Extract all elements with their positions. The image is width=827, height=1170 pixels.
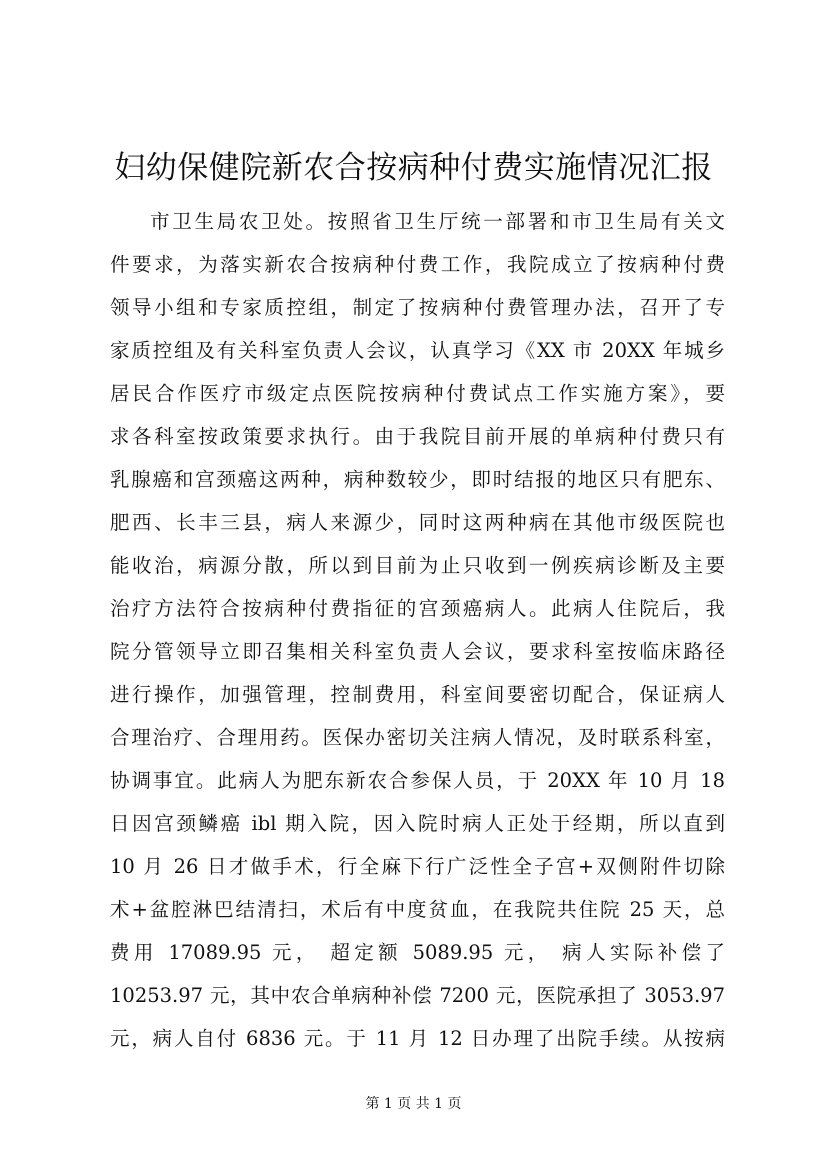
paragraph-line: 合理治疗、合理用药。医保办密切关注病人情况，及时联系科室，: [110, 726, 725, 749]
paragraph-line: 乳腺癌和宫颈癌这两种，病种数较少，即时结报的地区只有肥东、: [110, 468, 725, 491]
paragraph-line: 能收治，病源分散，所以到目前为止只收到一例疾病诊断及主要: [110, 554, 725, 577]
paragraph-line: 治疗方法符合按病种付费指征的宫颈癌病人。此病人住院后，我: [110, 597, 725, 620]
document-body: [110, 200, 725, 1060]
paragraph-line: 院分管领导立即召集相关科室负责人会议，要求科室按临床路径: [110, 640, 725, 663]
paragraph-line: 件要求，为落实新农合按病种付费工作，我院成立了按病种付费: [110, 253, 725, 276]
paragraph-line: 家质控组及有关科室负责人会议，认真学习《XX 市 20XX 年城乡: [110, 339, 725, 362]
paragraph-line: 日因宫颈鳞癌 ibl 期入院，因入院时病人正处于经期，所以直到: [110, 812, 725, 835]
paragraph-line: 肥西、长丰三县，病人来源少，同时这两种病在其他市级医院也: [110, 511, 725, 534]
paragraph-line: 进行操作，加强管理，控制费用，科室间要密切配合，保证病人: [110, 683, 725, 706]
paragraph-line: 术+盆腔淋巴结清扫，术后有中度贫血，在我院共住院 25 天，总: [110, 898, 725, 921]
paragraph-line: 求各科室按政策要求执行。由于我院目前开展的单病种付费只有: [110, 425, 725, 448]
paragraph-line: 协调事宜。此病人为肥东新农合参保人员，于 20XX 年 10 月 18: [110, 769, 725, 792]
page-footer: 第 1 页 共 1 页: [365, 1096, 462, 1112]
paragraph-line: 10253.97 元，其中农合单病种补偿 7200 元，医院承担了 3053.97: [110, 984, 725, 1007]
paragraph-line: 10 月 26 日才做手术，行全麻下行广泛性全子宫+双侧附件切除: [110, 855, 725, 878]
paragraph-line: 居民合作医疗市级定点医院按病种付费试点工作实施方案》，要: [110, 382, 725, 405]
paragraph-line: 元，病人自付 6836 元。于 11 月 12 日办理了出院手续。从按病: [110, 1027, 725, 1050]
paragraph-line: 市卫生局农卫处。按照省卫生厅统一部署和市卫生局有关文: [150, 210, 725, 233]
paragraph-line: 费用 17089.95 元， 超定额 5089.95 元， 病人实际补偿了: [110, 941, 725, 964]
paragraph-line: 领导小组和专家质控组，制定了按病种付费管理办法，召开了专: [110, 296, 725, 319]
document-title: 妇幼保健院新农合按病种付费实施情况汇报: [114, 150, 713, 186]
